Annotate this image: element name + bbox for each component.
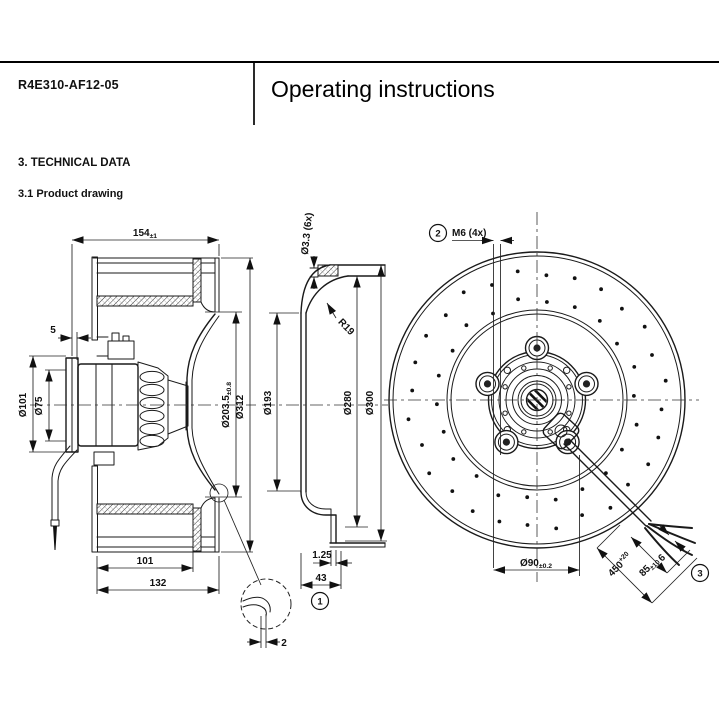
dim-inner-diameter: Ø193 [263, 390, 274, 416]
wire-tip [53, 526, 57, 550]
dim-housing-depth: 101 [136, 556, 154, 567]
page-title: Operating instructions [271, 76, 495, 102]
side-view [18, 228, 291, 649]
detail-view [241, 579, 291, 649]
dim-lip-width: 1.25 [312, 550, 332, 561]
blade-band-bottom [97, 504, 193, 514]
section-view [262, 212, 388, 609]
dim-inlet-diameter: $Ø203.5_{\pm 0.8}$ [221, 382, 233, 428]
dim-motor-flange-diameter: Ø101 [18, 392, 29, 418]
balloon-1-label: 1 [317, 596, 323, 608]
rotor-hub [168, 380, 188, 434]
motor-windings [140, 371, 164, 446]
dim-total-depth: 132 [149, 578, 167, 589]
inlet-ring-edge-top [193, 259, 201, 302]
dim-strip-length: $85_{\pm 10}$ [637, 558, 662, 580]
bottom-bracket [94, 452, 114, 465]
dim-total-width: $154_{\pm 1}$ [132, 228, 158, 240]
model-number: R4E310-AF12-05 [18, 78, 119, 92]
dim-screw-callout: M6 (4x) [452, 228, 487, 239]
balloon-3-label: 3 [697, 568, 703, 580]
terminal-box [108, 341, 134, 359]
subsection-heading: 3.1 Product drawing [18, 188, 124, 200]
dim-radius-callout: R19 [335, 316, 357, 338]
dim-hub-diameter: Ø75 [34, 396, 45, 416]
dim-detail-thickness: 2 [281, 638, 287, 649]
inlet-ring-edge-bottom [193, 508, 201, 551]
blade-band-top [97, 296, 193, 306]
dim-outer-diameter: Ø312 [235, 394, 246, 420]
dim-hole-callout: Ø3.3 (6x) [299, 212, 316, 256]
dim-flange-depth: 43 [315, 573, 327, 584]
dim-flange-diameter: Ø300 [365, 390, 376, 416]
rear-view-dimensions [430, 225, 709, 604]
dim-cable-length: $450^{+20}$ [606, 550, 631, 580]
balloon-2-label: 2 [435, 228, 441, 240]
lead-wire [52, 446, 70, 520]
dim-flange-offset: 5 [50, 325, 56, 336]
dim-tinned-length: 6 [656, 552, 669, 565]
dim-bolt-circle: Ø280 [343, 390, 354, 416]
inlet-nozzle [187, 314, 215, 490]
dim-mounting-circle: $Ø90_{\pm 0.2}$ [519, 558, 553, 570]
flange-section [318, 265, 338, 276]
rear-view [384, 212, 709, 603]
section-heading: 3. TECHNICAL DATA [18, 157, 131, 169]
